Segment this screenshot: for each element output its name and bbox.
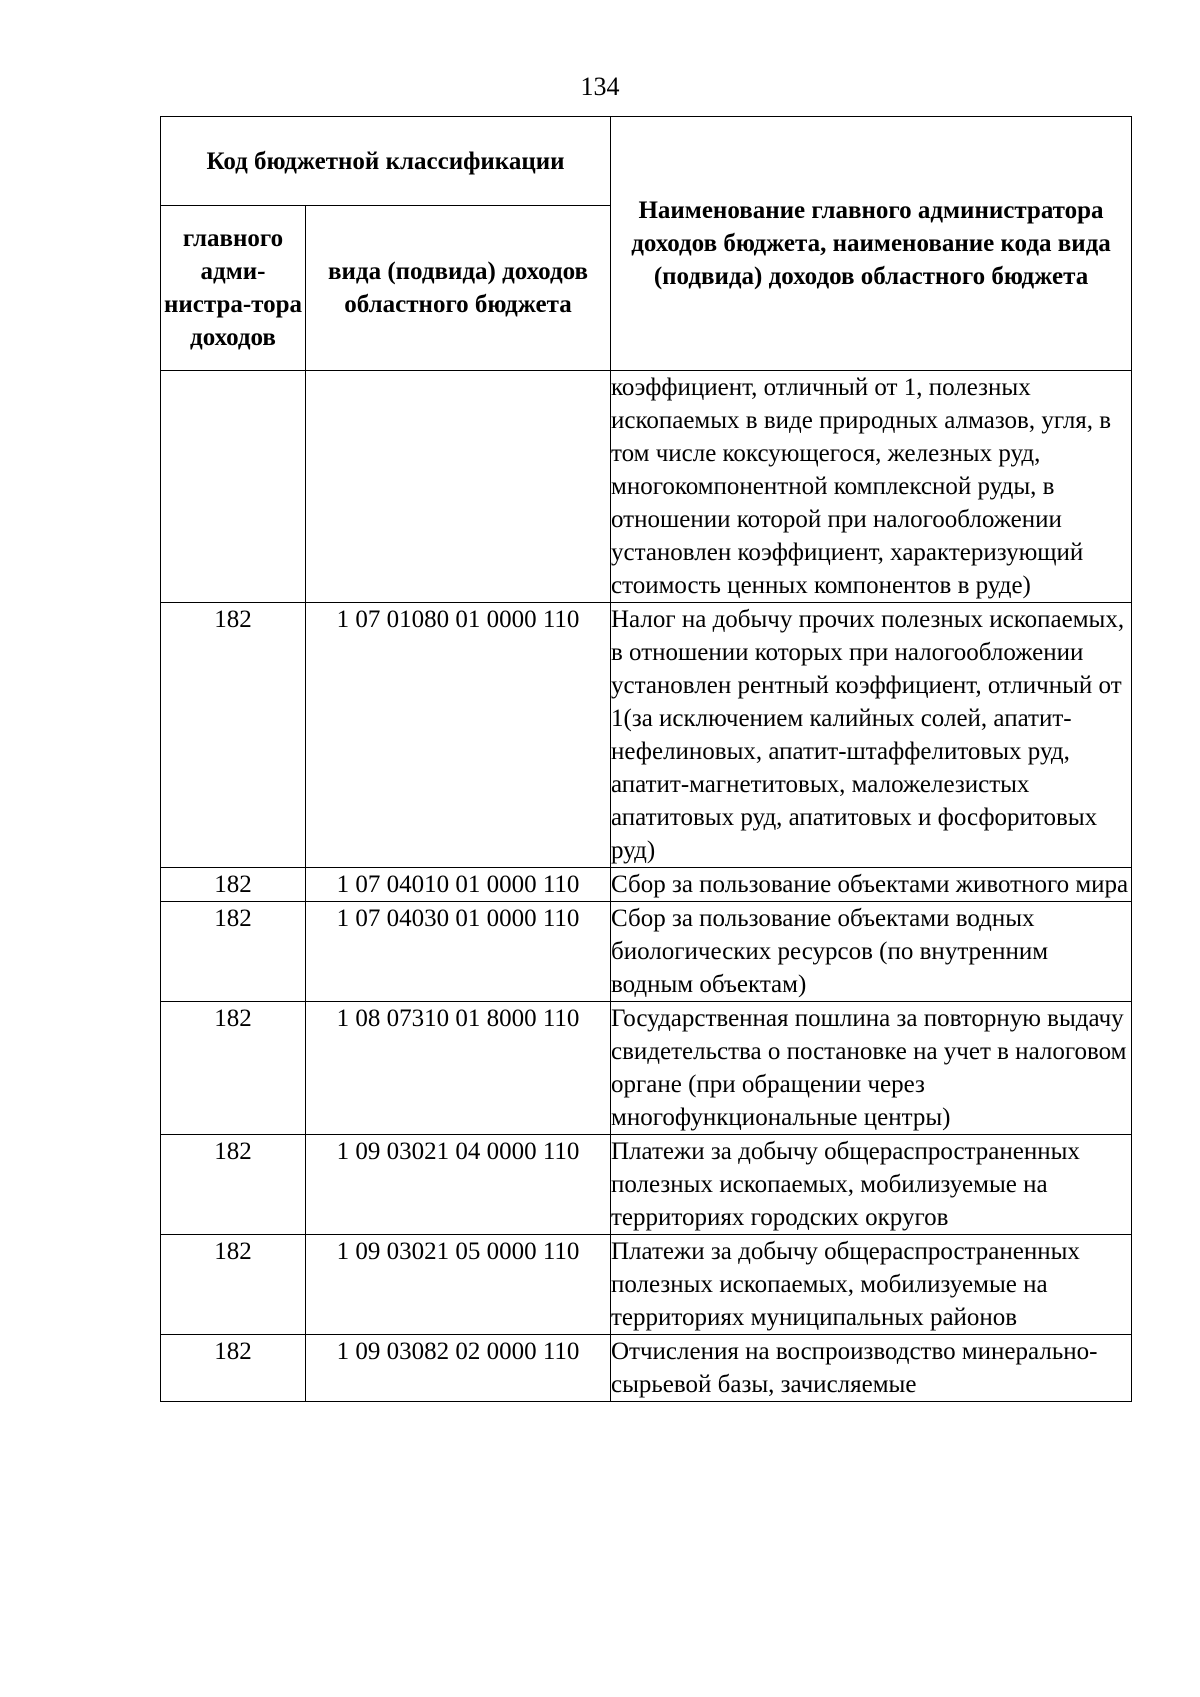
income-code-cell: 1 09 03021 05 0000 110 (306, 1235, 611, 1335)
income-code-cell: 1 09 03021 04 0000 110 (306, 1135, 611, 1235)
income-code-cell: 1 07 04030 01 0000 110 (306, 902, 611, 1002)
admin-code-cell: 182 (161, 1002, 306, 1135)
admin-code-cell (161, 371, 306, 603)
income-code-cell: 1 07 01080 01 0000 110 (306, 603, 611, 868)
table-row (161, 868, 1132, 902)
budget-classification-table (160, 116, 1132, 1402)
income-code-cell: 1 08 07310 01 8000 110 (306, 1002, 611, 1135)
table-row (161, 371, 1132, 603)
table-row (161, 902, 1132, 1002)
income-name-cell: Налог на добычу прочих полезных ископаемых, в отношении которых при налогообложении установлен рентный коэффициент, отличный от 1(за исключением калийных солей, апатит-нефелиновых, апатит-штаффелитовых руд, апатит-магнетитовых, маложелезистых апатитовых руд, апатитовых и фосфоритовых руд) (611, 603, 1132, 868)
table-row (161, 1335, 1132, 1402)
income-name-cell: Платежи за добычу общераспространенных полезных ископаемых, мобилизуемые на территориях муниципальных районов (611, 1235, 1132, 1335)
admin-code-cell: 182 (161, 902, 306, 1002)
income-name-cell: Сбор за пользование объектами водных биологических ресурсов (по внутренним водным объектам) (611, 902, 1132, 1002)
income-code-cell (306, 371, 611, 603)
admin-code-cell: 182 (161, 603, 306, 868)
table-row (161, 603, 1132, 868)
page-number: 134 (580, 72, 620, 101)
admin-code-cell: 182 (161, 868, 306, 902)
header-budget-classification-code: Код бюджетной классификации (161, 117, 611, 206)
income-code-cell: 1 09 03082 02 0000 110 (306, 1335, 611, 1402)
admin-code-cell: 182 (161, 1335, 306, 1402)
table-header (161, 117, 1132, 371)
table-row (161, 1235, 1132, 1335)
income-name-cell: Платежи за добычу общераспространенных полезных ископаемых, мобилизуемые на территориях городских округов (611, 1135, 1132, 1235)
table-row (161, 1135, 1132, 1235)
income-name-cell: Сбор за пользование объектами животного мира (611, 868, 1132, 902)
table-body (161, 371, 1132, 1402)
header-admin-column: главного адми-нистра-тора доходов (161, 206, 306, 371)
income-name-cell: Отчисления на воспроизводство минерально-сырьевой базы, зачисляемые (611, 1335, 1132, 1402)
admin-code-cell: 182 (161, 1135, 306, 1235)
income-code-cell: 1 07 04010 01 0000 110 (306, 868, 611, 902)
admin-code-cell: 182 (161, 1235, 306, 1335)
header-name-column: Наименование главного администратора доходов бюджета, наименование кода вида (подвида) доходов областного бюджета (611, 117, 1132, 371)
income-name-cell: Государственная пошлина за повторную выдачу свидетельства о постановке на учет в налоговом органе (при обращении через многофункциональные центры) (611, 1002, 1132, 1135)
header-code-column: вида (подвида) доходов областного бюджета (306, 206, 611, 371)
income-name-cell: коэффициент, отличный от 1, полезных ископаемых в виде природных алмазов, угля, в том числе коксующегося, железных руд, многокомпонентной комплексной руды, в отношении которой при налогообложении установлен коэффициент, характеризующий стоимость ценных компонентов в руде) (611, 371, 1132, 603)
table-row (161, 1002, 1132, 1135)
